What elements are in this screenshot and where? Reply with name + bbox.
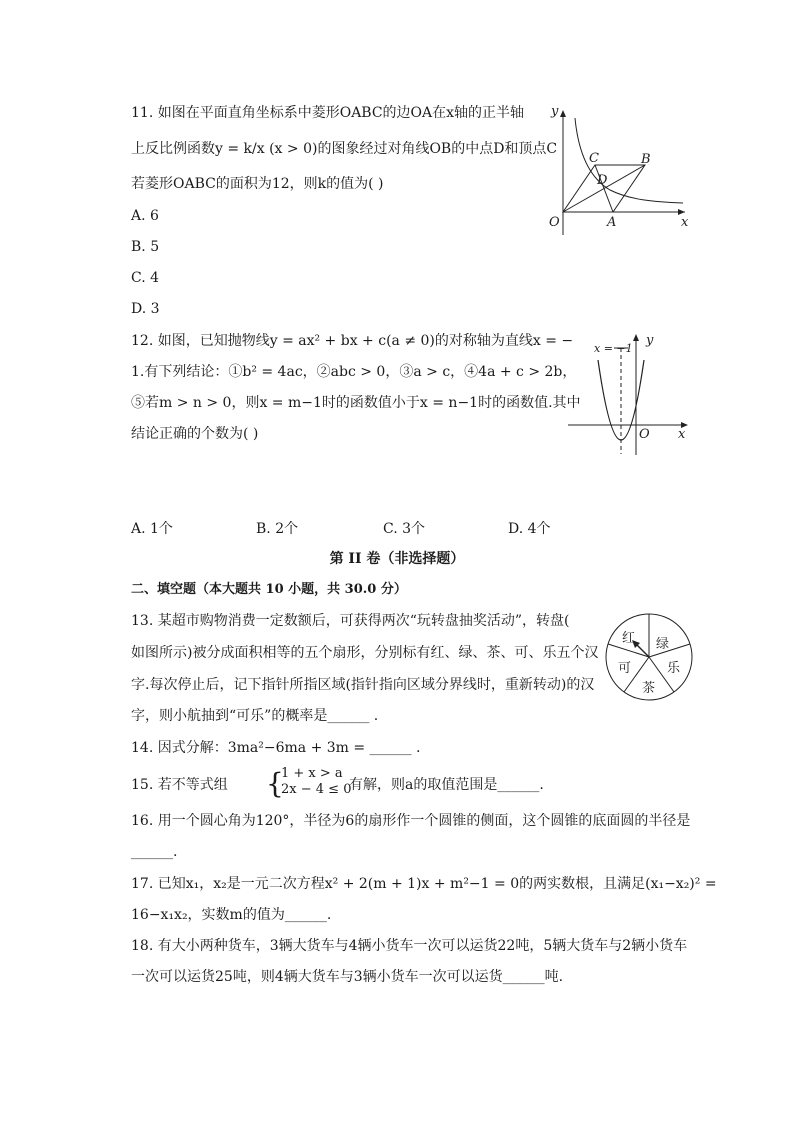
q13-line2: 如图所示)被分成面积相等的五个扇形，分别标有红、绿、茶、可、乐五个汉 [131, 645, 599, 661]
q15-ineq2: 2x − 4 ≤ 0 [281, 782, 352, 797]
q13-spinner-wheel [604, 612, 694, 706]
y-axis-arrow-icon [633, 334, 639, 341]
label-x: x [678, 427, 686, 442]
wheel-label-hong: 红 [622, 631, 636, 646]
label-y: y [551, 104, 559, 119]
wheel-label-cha: 茶 [642, 681, 656, 696]
q17-line2: 16−x₁x₂，实数m的值为______. [131, 907, 332, 923]
q11-line2: 上反比例函数y = k/x (x > 0)的图象经过对角线OB的中点D和顶点C [131, 141, 558, 157]
label-b: B [641, 152, 651, 167]
label-a: A [607, 215, 617, 230]
wheel-label-le: 乐 [667, 661, 681, 676]
q11-line3: 若菱形OABC的面积为12，则k的值为( ) [131, 176, 384, 192]
q11-option-a: A. 6 [131, 208, 159, 224]
q12-line2: 1.有下列结论：①b² = 4ac，②abc > 0，③a > c，④4a + c > 2b， [131, 364, 577, 380]
label-axis-x-eq: x = −1 [594, 342, 633, 355]
label-d: D [597, 173, 608, 188]
q13-line1: 13. 某超市购物消费一定数额后，可获得两次“玩转盘抽奖活动”，转盘( [131, 613, 570, 629]
q16-line2: ______. [131, 844, 178, 860]
q11-line1: 11. 如图在平面直角坐标系中菱形OABC的边OA在x轴的正半轴 [131, 105, 525, 121]
label-o: O [639, 427, 650, 442]
section-heading: 二、填空题（本大题共 10 小题，共 30.0 分） [131, 582, 407, 597]
q18-line2: 一次可以运货25吨，则4辆大货车与3辆小货车一次可以运货______吨. [131, 969, 564, 985]
label-c: C [589, 151, 599, 166]
q15-suffix: 有解，则a的取值范围是______. [349, 777, 544, 793]
brace-icon: { [266, 767, 284, 800]
q18-line1: 18. 有大小两种货车，3辆大货车与4辆小货车一次可以运货22吨，5辆大货车与2辆小货车 [131, 938, 688, 954]
q16-line1: 16. 用一个圆心角为120°，半径为6的扇形作一个圆锥的侧面，这个圆锥的底面圆的半径是 [131, 813, 691, 829]
q12-option-b: B. 2个 [256, 521, 299, 537]
y-axis-arrow-icon [560, 110, 566, 117]
q12-line1: 12. 如图，已知抛物线y = ax² + bx + c(a ≠ 0)的对称轴为直线x = − [131, 333, 574, 349]
q12-option-a: A. 1个 [131, 521, 173, 537]
q11-option-b: B. 5 [131, 239, 160, 255]
q12-options [131, 519, 571, 539]
q12-line4: 结论正确的个数为( ) [131, 426, 259, 442]
q13-line4: 字，则小航抽到“可乐”的概率是______ . [131, 708, 379, 724]
q14-text: 14. 因式分解：3ma²−6ma + 3m = ______ . [131, 740, 421, 756]
section-title: 第 II 卷（非选择题） [329, 551, 465, 567]
q12-option-c: C. 3个 [383, 521, 426, 537]
q13-line3: 字.每次停止后，记下指针所指区域(指针指向区域分界线时，重新转动)的汉 [131, 677, 595, 693]
q11-option-d: D. 3 [131, 301, 160, 317]
label-o: O [549, 215, 560, 230]
q15-prefix: 15. 若不等式组 [131, 777, 228, 793]
label-x: x [681, 215, 689, 230]
wheel-label-lv: 绿 [656, 637, 670, 652]
q11-figure-rhombus-hyperbola [535, 100, 695, 239]
label-y: y [646, 333, 654, 348]
q15-ineq1: 1 + x > a [281, 766, 343, 781]
q11-option-c: C. 4 [131, 270, 160, 286]
q12-option-d: D. 4个 [508, 521, 551, 537]
q12-line3: ⑤若m > n > 0，则x = m−1时的函数值小于x = n−1时的函数值.其中 [131, 395, 581, 411]
q17-line1: 17. 已知x₁，x₂是一元二次方程x² + 2(m + 1)x + m²−1 = 0的两实数根，且满足(x₁−x₂)² = [131, 876, 717, 892]
q12-figure-parabola [568, 330, 694, 462]
wheel-label-ke: 可 [618, 661, 632, 676]
